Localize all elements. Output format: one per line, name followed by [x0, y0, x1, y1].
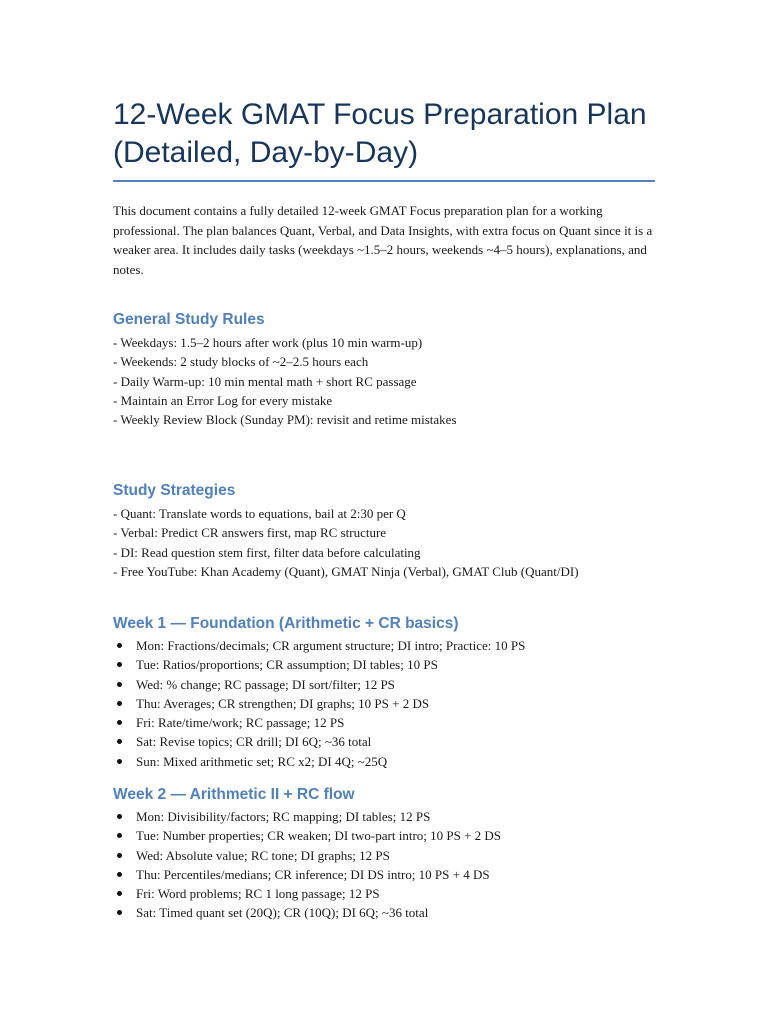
general-rules-heading: General Study Rules: [113, 311, 265, 328]
general-rules-list: [113, 333, 457, 429]
strategies-heading: Study Strategies: [113, 482, 236, 499]
list-item: - Maintain an Error Log for every mistake: [113, 392, 333, 408]
list-item: Thu: Percentiles/medians; CR inference; DI DS intro; 10 PS + 4 DS: [113, 865, 501, 884]
strategies-list: [113, 504, 579, 581]
list-item: Sat: Revise topics; CR drill; DI 6Q; ~36 total: [113, 732, 525, 751]
list-item: Thu: Averages; CR strengthen; DI graphs; 10 PS + 2 DS: [113, 694, 525, 713]
list-item: - Verbal: Predict CR answers first, map RC structure: [113, 525, 387, 541]
title-divider: [113, 180, 655, 182]
week2-list: [113, 807, 501, 923]
list-item: - Weekends: 2 study blocks of ~2–2.5 hours each: [113, 354, 369, 370]
document-title: 12-Week GMAT Focus Preparation Plan (Detailed, Day-by-Day): [113, 98, 647, 169]
list-item: - DI: Read question stem first, filter data before calculating: [113, 544, 421, 560]
list-item: Fri: Rate/time/work; RC passage; 12 PS: [113, 713, 525, 732]
list-item: - Weekly Review Block (Sunday PM): revisit and retime mistakes: [113, 412, 457, 428]
list-item: Mon: Fractions/decimals; CR argument structure; DI intro; Practice: 10 PS: [113, 636, 525, 655]
list-item: Mon: Divisibility/factors; RC mapping; DI tables; 12 PS: [113, 807, 501, 826]
intro-paragraph: This document contains a fully detailed 12-week GMAT Focus preparation plan for a working professional. The plan balances Quant, Verbal, and Data Insights, with extra focus on Quant since it is a weaker area. It includes daily tasks (weekdays ~1.5–2 hours, weekends ~4–5 hours), explanations, and notes.: [113, 203, 653, 277]
week2-heading: Week 2 — Arithmetic II + RC flow: [113, 786, 355, 803]
list-item: Sat: Timed quant set (20Q); CR (10Q); DI 6Q; ~36 total: [113, 903, 501, 922]
list-item: - Daily Warm-up: 10 min mental math + short RC passage: [113, 373, 417, 389]
list-item: Tue: Number properties; CR weaken; DI two-part intro; 10 PS + 2 DS: [113, 826, 501, 845]
list-item: Sun: Mixed arithmetic set; RC x2; DI 4Q; ~25Q: [113, 752, 525, 771]
list-item: - Weekdays: 1.5–2 hours after work (plus 10 min warm-up): [113, 335, 423, 350]
list-item: Fri: Word problems; RC 1 long passage; 12 PS: [113, 884, 501, 903]
list-item: Tue: Ratios/proportions; CR assumption; DI tables; 10 PS: [113, 655, 525, 674]
week1-heading: Week 1 — Foundation (Arithmetic + CR basics): [113, 615, 459, 632]
list-item: Wed: % change; RC passage; DI sort/filter; 12 PS: [113, 675, 525, 694]
week1-list: [113, 636, 525, 771]
list-item: - Free YouTube: Khan Academy (Quant), GMAT Ninja (Verbal), GMAT Club (Quant/DI): [113, 563, 579, 579]
list-item: Wed: Absolute value; RC tone; DI graphs; 12 PS: [113, 846, 501, 865]
list-item: - Quant: Translate words to equations, bail at 2:30 per Q: [113, 506, 406, 521]
